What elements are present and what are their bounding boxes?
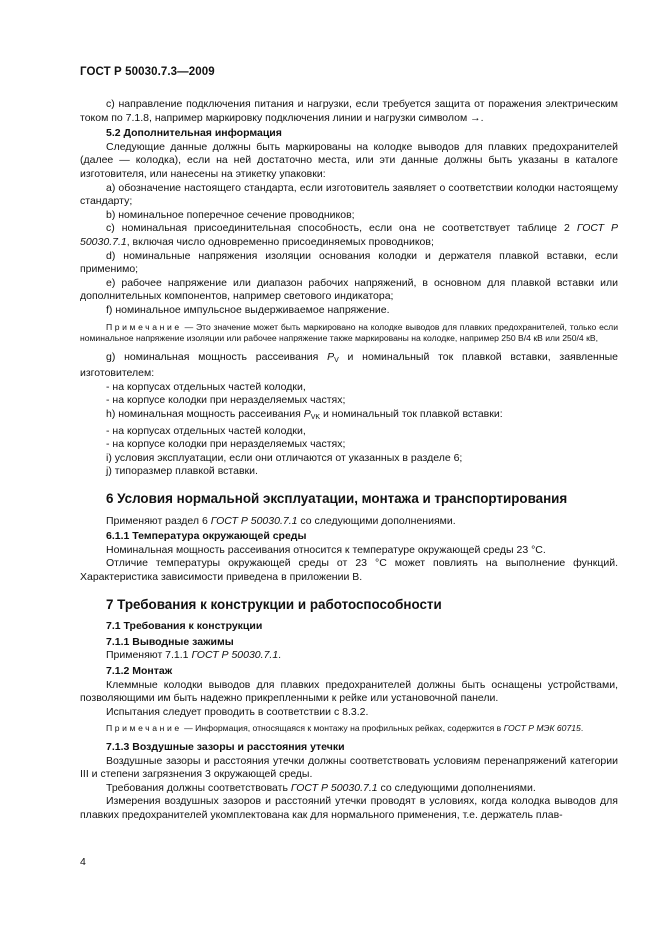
note-1 <box>80 322 618 345</box>
item-h <box>80 408 618 425</box>
section-7-1-2-title: 7.1.2 Монтаж <box>106 664 173 677</box>
item-a: а) обозначение настоящего стандарта, если изготовитель заявляет о соответствии колодки настоящему стандарту; <box>80 181 618 208</box>
note-2 <box>80 723 618 735</box>
symbol-p: P <box>327 350 335 363</box>
section-7-1-1-para <box>80 649 618 663</box>
section-6-para <box>80 515 618 529</box>
list-item: - на корпусах отдельных частей колодки, <box>106 424 306 437</box>
standard-reference: ГОСТ Р МЭК 60715 <box>503 723 581 734</box>
item-f: f) номинальное импульсное выдерживаемое напряжение. <box>106 303 390 316</box>
symbol-subscript: VK <box>310 414 321 422</box>
section-6-1-1-para-1: Номинальная мощность рассеивания относится к температуре окружающей среды 23 °С. <box>106 543 546 556</box>
note-tail: . <box>580 723 584 734</box>
section-5-2-title: 5.2 Дополнительная информация <box>106 127 282 140</box>
item-e: е) рабочее напряжение или диапазон рабочих напряжений, в основном для плавкой вставки или дополнительных компонентов, например светового индикатора; <box>80 276 618 303</box>
item-c-direction: с) направление подключения питания и нагрузки, если требуется защита от поражения электрическим током по 7.1.8, например маркировку подключения линии и нагрузки символом →. <box>80 98 618 124</box>
standard-reference: ГОСТ Р 50030.7.1 <box>290 781 378 794</box>
item-g <box>80 351 618 381</box>
symbol-p: P <box>303 408 311 421</box>
item-c-tail: , включая число одновременно присоединяемых проводников; <box>126 235 434 248</box>
section-6-title: 6 Условия нормальной эксплуатации, монтажа и транспортирования <box>106 491 568 507</box>
item-d: d) номинальные напряжения изоляции основания колодки и держателя плавкой вставки, если применимо; <box>80 249 618 276</box>
item-i: i) условия эксплуатации, если они отличаются от указанных в разделе 6; <box>106 451 463 464</box>
standard-reference: ГОСТ Р 50030.7.1 <box>80 222 618 248</box>
section-7-1-3-para-3: Измерения воздушных зазоров и расстояний утечки проводят в условиях, когда колодка выводов для плавких предохранителей укомплектована как для нормального применения, т.е. держатель плав- <box>80 795 618 821</box>
section-7-1-3-title: 7.1.3 Воздушные зазоры и расстояния утечки <box>106 740 345 753</box>
note-text: — Информация, относящаяся к монтажу на профильных рейках, содержится в <box>184 723 504 734</box>
list-item: - на корпусе колодки при неразделяемых частях; <box>106 438 346 451</box>
section-6-1-1-para-2: Отличие температуры окружающей среды от 23 °С может повлиять на выполнение функций. Характеристика зависимости приведена в приложении В. <box>80 557 618 583</box>
item-h-tail: и номинальный ток плавкой вставки: <box>320 408 503 421</box>
section-7-1-2-para-2: Испытания следует проводить в соответствии с 8.3.2. <box>106 705 369 718</box>
section-7-title: 7 Требования к конструкции и работоспособности <box>106 596 442 612</box>
list-item: - на корпусах отдельных частей колодки, <box>106 380 306 393</box>
section-7-1-3-para-2 <box>80 782 618 796</box>
item-g-tail: и номинальный ток плавкой вставки, заявленные изготовителем: <box>80 350 619 380</box>
item-b: b) номинальное поперечное сечение проводников; <box>106 208 355 221</box>
note-label: Примечание <box>106 723 182 734</box>
section-6-1-1-title: 6.1.1 Температура окружающей среды <box>106 530 307 543</box>
page-number: 4 <box>80 856 86 868</box>
section-7-1-title: 7.1 Требования к конструкции <box>106 620 263 633</box>
list-item: - на корпусе колодки при неразделяемых частях; <box>106 394 346 407</box>
standard-reference: ГОСТ Р 50030.7.1 <box>191 649 279 662</box>
note-text: — Это значение может быть маркировано на колодке выводов для плавких предохранителей, только если номинальное напряжение изоляции или рабочее напряжение также маркированы на колодке, например 250 В/4 кВ или 250/4 кВ, <box>80 321 619 344</box>
section-7-1-1-title: 7.1.1 Выводные зажимы <box>106 635 234 648</box>
item-h-text: h) номинальная мощность рассеивания <box>106 408 304 421</box>
item-j: j) типоразмер плавкой вставки. <box>106 465 258 478</box>
para-text: Применяют 7.1.1 <box>106 649 192 662</box>
para-tail: . <box>278 649 282 662</box>
symbol-subscript: V <box>334 356 339 364</box>
para-tail: со следующими дополнениями. <box>377 781 536 794</box>
item-c-text: с) номинальная присоединительная способность, если она не соответствует таблице 2 <box>106 222 577 235</box>
section-5-2-intro: Следующие данные должны быть маркированы на колодке выводов для плавких предохранителей (далее — колодка), если на ней достаточно места, или эти данные должны быть указаны в каталоге изготовителя, или нанесены на этикетку упаковки: <box>80 140 618 180</box>
para-text: Применяют раздел 6 <box>106 514 211 527</box>
para-tail: со следующими дополнениями. <box>297 514 456 527</box>
document-header: ГОСТ Р 50030.7.3—2009 <box>80 66 215 78</box>
standard-reference: ГОСТ Р 50030.7.1 <box>210 514 298 527</box>
note-label: Примечание <box>106 321 182 332</box>
section-7-1-2-para-1: Клеммные колодки выводов для плавких предохранителей должны быть оснащены устройствами, позволяющими им быть надежно прикрепленными к рейке или установочной панели. <box>80 678 618 705</box>
para-text: Требования должны соответствовать <box>106 781 291 794</box>
section-7-1-3-para-1: Воздушные зазоры и расстояния утечки должны соответствовать условиям перенапряжений категории III и степени загрязнения 3 окружающей среды. <box>80 754 618 781</box>
item-g-text: g) номинальная мощность рассеивания <box>106 350 328 363</box>
item-c-capacity <box>80 222 618 249</box>
page-body <box>80 98 618 823</box>
